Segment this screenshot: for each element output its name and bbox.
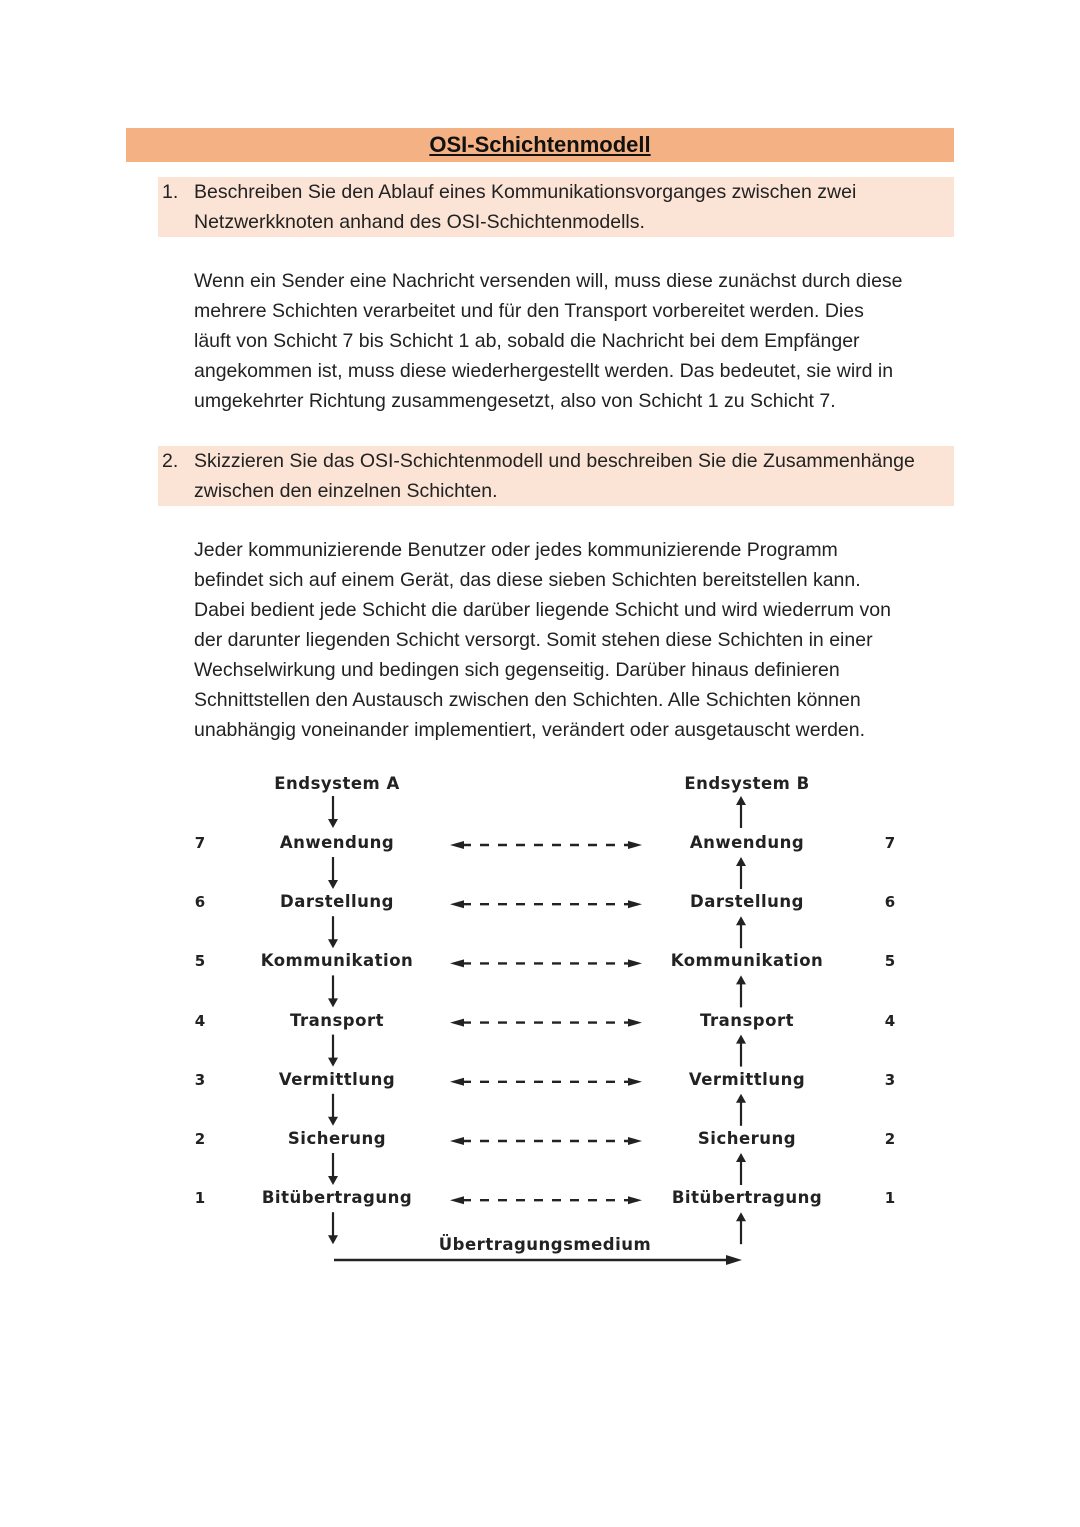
layer-number-right: 5	[884, 952, 896, 971]
down-arrow-icon	[328, 1035, 338, 1067]
answer-line: Schnittstellen den Austausch zwischen den Schichten. Alle Schichten können	[194, 689, 861, 711]
answer-line: befindet sich auf einem Gerät, das diese sieben Schichten bereitstellen kann.	[194, 569, 861, 591]
answer-line: Dabei bedient jede Schicht die darüber liegende Schicht und wird wiederrum von	[194, 599, 892, 621]
layer-number-left: 5	[194, 952, 206, 971]
question-line: Netzwerkknoten anhand des OSI-Schichtenmodells.	[194, 211, 645, 233]
layer-label-b: Sicherung	[697, 1129, 797, 1148]
up-arrow-icon	[736, 975, 746, 1007]
answer-line: Jeder kommunizierende Benutzer oder jedes kommunizierende Programm	[194, 539, 838, 561]
layer-label-a: Transport	[290, 1010, 384, 1030]
question-2	[158, 446, 954, 506]
layer-number-right: 3	[884, 1070, 896, 1089]
question-number: 1.	[162, 181, 179, 203]
layer-label-b: Bitübertragung	[671, 1188, 823, 1208]
layer-label-b: Transport	[700, 1010, 794, 1030]
up-arrow-icon	[736, 857, 746, 889]
peer-arrow-icon	[450, 1019, 642, 1027]
question-line: Beschreiben Sie den Ablauf eines Kommunikationsvorganges zwischen zwei	[194, 181, 857, 203]
peer-arrow-icon	[450, 1196, 642, 1204]
layer-number-right: 1	[884, 1189, 896, 1208]
answer-line: läuft von Schicht 7 bis Schicht 1 ab, sobald die Nachricht bei dem Empfänger	[194, 330, 860, 352]
down-arrow-icon	[328, 796, 338, 828]
question-number: 2.	[162, 450, 179, 472]
layer-number-right: 7	[884, 834, 896, 852]
layer-label-a: Kommunikation	[260, 951, 414, 971]
answer-2	[194, 535, 954, 745]
up-arrow-icon	[736, 1212, 746, 1244]
layer-number-left: 3	[194, 1070, 206, 1089]
page-title: OSI-Schichtenmodell	[429, 132, 651, 157]
answer-line: angekommen ist, muss diese wiederhergestellt werden. Das bedeutet, sie wird in	[194, 360, 894, 382]
answer-line: unabhängig voneinander implementiert, verändert oder ausgetauscht werden.	[194, 719, 866, 741]
endsystem-b-label: Endsystem B	[684, 774, 810, 793]
answer-line: der darunter liegenden Schicht versorgt. Somit stehen diese Schichten in einer	[194, 629, 873, 651]
layer-label-b: Kommunikation	[670, 951, 824, 971]
question-line: Skizzieren Sie das OSI-Schichtenmodell und beschreiben Sie die Zusammenhänge	[194, 450, 915, 472]
answer-line: Wechselwirkung und bedingen sich gegenseitig. Darüber hinaus definieren	[194, 659, 840, 681]
layer-number-right: 2	[884, 1130, 896, 1148]
question-1	[158, 177, 954, 237]
down-arrow-icon	[328, 916, 338, 948]
layer-number-left: 6	[194, 893, 206, 912]
peer-arrow-icon	[450, 900, 642, 908]
peer-arrow-icon	[450, 841, 642, 849]
medium-label: Übertragungsmedium	[438, 1235, 652, 1254]
layer-number-right: 4	[884, 1011, 896, 1030]
question-line: zwischen den einzelnen Schichten.	[194, 480, 498, 502]
layer-label-b: Darstellung	[690, 892, 804, 912]
up-arrow-icon	[736, 796, 746, 828]
layer-label-a: Sicherung	[287, 1129, 387, 1148]
down-arrow-icon	[328, 857, 338, 889]
peer-arrow-icon	[450, 1137, 642, 1145]
down-arrow-icon	[328, 1212, 338, 1244]
layer-label-a: Darstellung	[280, 892, 394, 912]
osi-diagram	[0, 760, 1080, 1280]
up-arrow-icon	[736, 1094, 746, 1126]
diagram-arrows	[0, 760, 1080, 1280]
answer-line: mehrere Schichten verarbeitet und für den Transport vorbereitet werden. Dies	[194, 300, 864, 322]
up-arrow-icon	[736, 1153, 746, 1185]
layer-number-left: 4	[194, 1011, 206, 1030]
answer-1	[194, 266, 954, 416]
up-arrow-icon	[736, 916, 746, 948]
down-arrow-icon	[328, 1094, 338, 1126]
up-arrow-icon	[736, 1035, 746, 1067]
layer-label-a: Bitübertragung	[261, 1188, 413, 1208]
layer-label-b: Anwendung	[689, 833, 805, 852]
layer-number-left: 1	[194, 1189, 206, 1208]
medium-arrow-icon	[334, 1255, 742, 1265]
down-arrow-icon	[328, 1153, 338, 1185]
answer-line: umgekehrter Richtung zusammengesetzt, also von Schicht 1 zu Schicht 7.	[194, 390, 836, 412]
layer-label-b: Vermittlung	[688, 1069, 806, 1089]
down-arrow-icon	[328, 975, 338, 1007]
peer-arrow-icon	[450, 1078, 642, 1086]
endsystem-a-label: Endsystem A	[274, 774, 400, 793]
title-banner	[126, 128, 954, 162]
answer-line: Wenn ein Sender eine Nachricht versenden will, muss diese zunächst durch diese	[194, 270, 903, 292]
layer-number-right: 6	[884, 893, 896, 912]
peer-arrow-icon	[450, 959, 642, 967]
layer-label-a: Vermittlung	[278, 1069, 396, 1089]
layer-number-left: 2	[194, 1130, 206, 1148]
layer-number-left: 7	[194, 834, 206, 852]
layer-label-a: Anwendung	[279, 833, 395, 852]
